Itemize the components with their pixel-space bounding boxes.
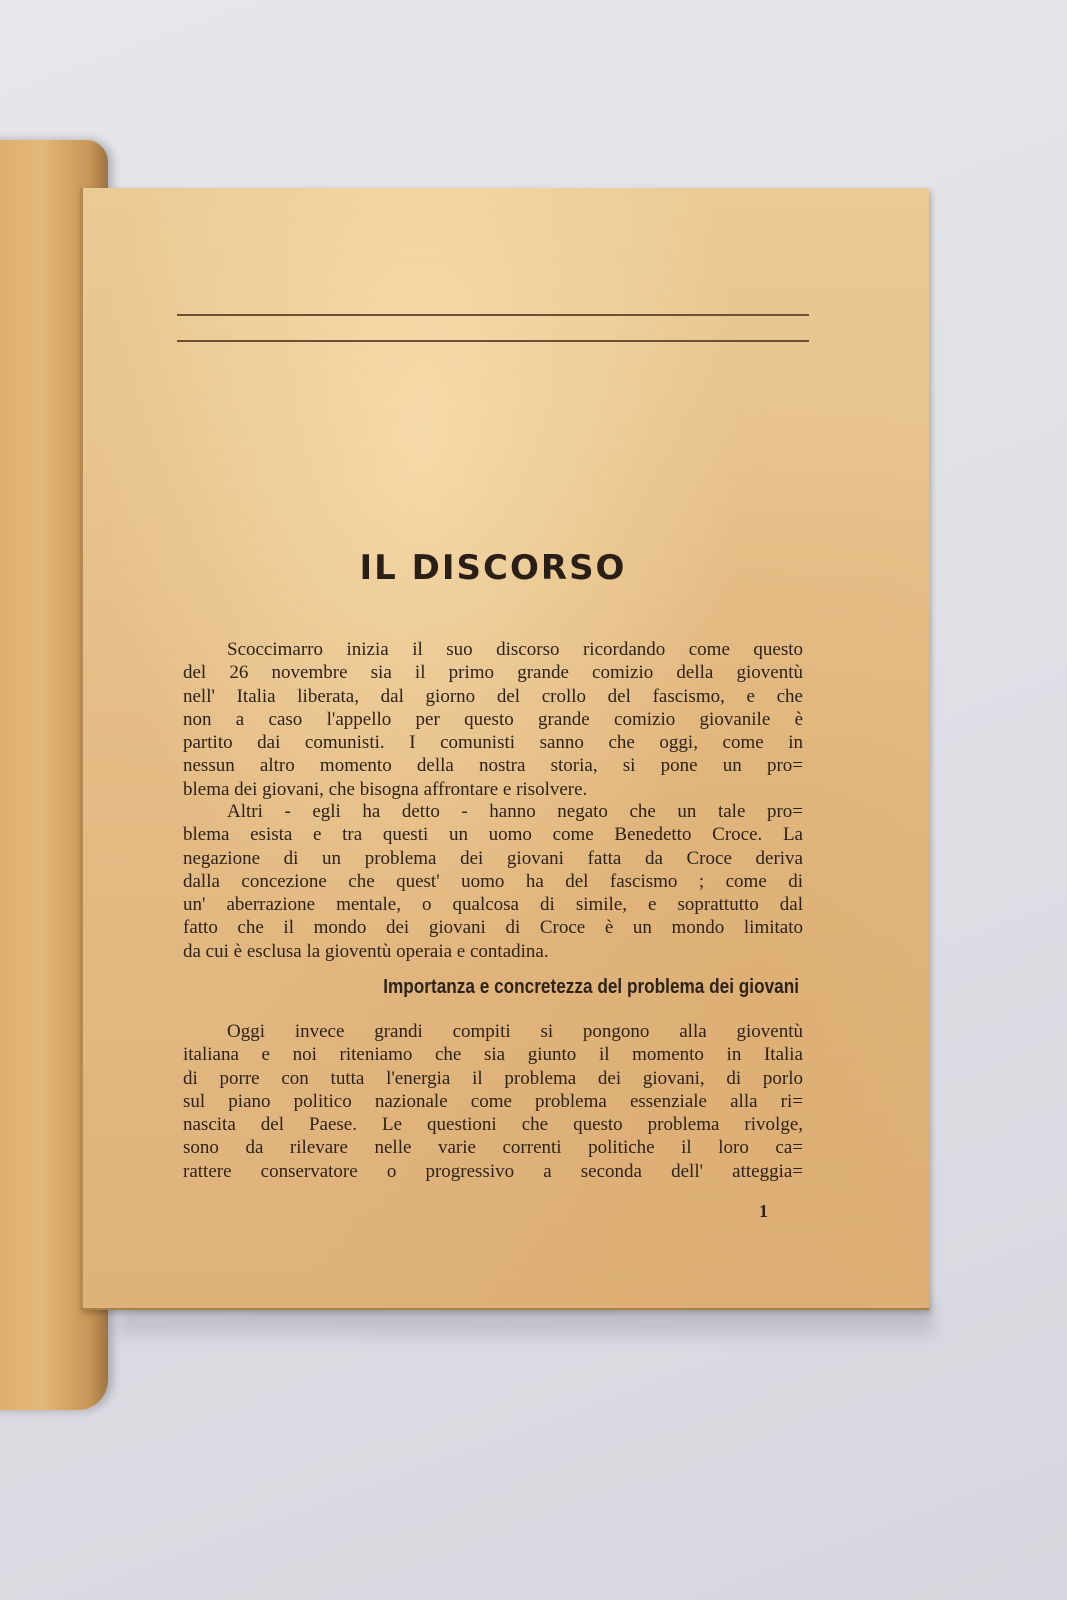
text-line: da cui è esclusa la gioventù operaia e contadina. <box>183 940 549 962</box>
page-title: IL DISCORSO <box>359 548 627 588</box>
text-line: un' aberrazione mentale, o qualcosa di simile, e soprattutto dal <box>183 894 803 916</box>
paragraph-2 <box>183 800 803 963</box>
text-line: Scoccimarro inizia il suo discorso ricordando come questo <box>227 639 803 660</box>
text-line: negazione di un problema dei giovani fatta da Croce deriva <box>183 847 803 869</box>
text-line: non a caso l'appello per questo grande comizio giovanile è <box>183 708 803 730</box>
booklet-page <box>80 188 929 1310</box>
text-line: rattere conservatore o progressivo a seconda dell' atteggia= <box>183 1160 803 1182</box>
paragraph-3 <box>183 1020 803 1183</box>
text-line: nessun altro momento della nostra storia, si pone un pro= <box>183 755 803 777</box>
text-line: Oggi invece grandi compiti si pongono alla gioventù <box>227 1021 803 1042</box>
text-line: nascita del Paese. Le questioni che questo problema rivolge, <box>183 1114 803 1136</box>
text-line: blema dei giovani, che bisogna affrontare e risolvere. <box>183 778 588 800</box>
text-line: sono da rilevare nelle varie correnti politiche il loro ca= <box>183 1137 803 1159</box>
text-line: partito dai comunisti. I comunisti sanno che oggi, come in <box>183 732 803 754</box>
top-rule-2 <box>177 340 809 342</box>
text-line: italiana e noi riteniamo che sia giunto il momento in Italia <box>183 1044 803 1066</box>
text-line: blema esista e tra questi un uomo come Benedetto Croce. La <box>183 824 803 846</box>
text-line: nell' Italia liberata, dal giorno del crollo del fascismo, e che <box>183 685 803 707</box>
text-line: Altri - egli ha detto - hanno negato che un tale pro= <box>227 801 803 822</box>
text-line: del 26 novembre sia il primo grande comizio della gioventù <box>183 662 803 684</box>
text-line: dalla concezione che quest' uomo ha del fascismo ; come di <box>183 870 803 892</box>
text-line: fatto che il mondo dei giovani di Croce è un mondo limitato <box>183 917 803 939</box>
text-line: di porre con tutta l'energia il problema dei giovani, di porlo <box>183 1067 803 1089</box>
page-number: 1 <box>759 1201 768 1221</box>
text-line: sul piano politico nazionale come problema essenziale alla ri= <box>183 1090 803 1112</box>
section-subheading: Importanza e concretezza del problema dei giovani <box>383 976 799 998</box>
top-rule-1 <box>177 314 809 316</box>
paragraph-1 <box>183 638 803 801</box>
